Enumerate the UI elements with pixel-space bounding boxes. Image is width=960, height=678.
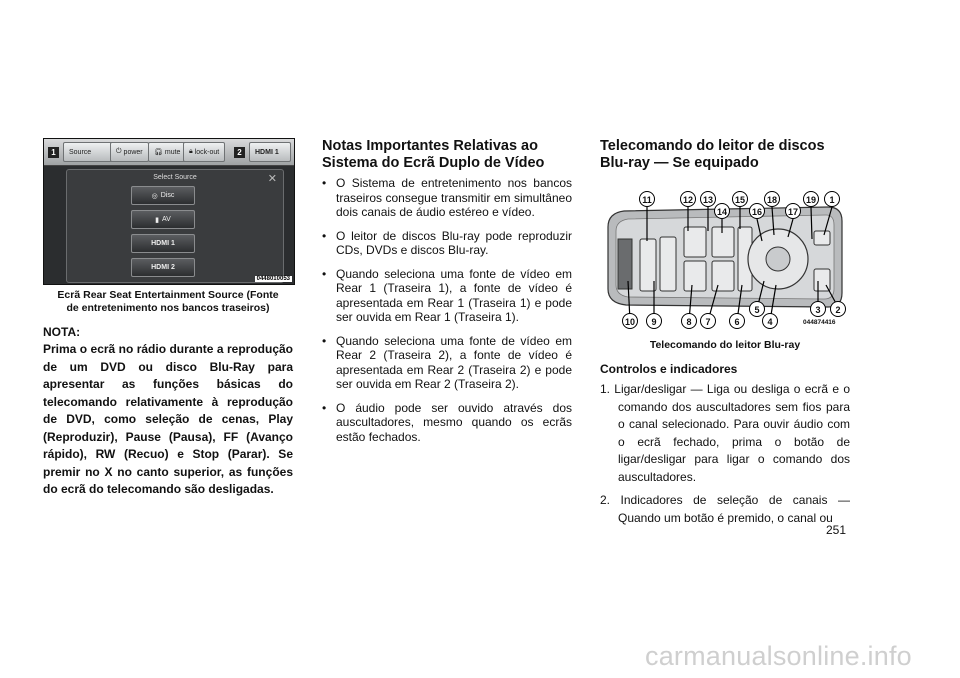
callout-2: 2	[830, 301, 846, 317]
remote-caption: Telecomando do leitor Blu-ray	[649, 339, 801, 351]
bullet-icon: •	[322, 400, 327, 415]
panel-title: Select Source	[153, 174, 197, 181]
disc-icon: ◎	[151, 192, 158, 200]
bullet-icon: •	[322, 266, 327, 281]
source-screen-image	[43, 138, 295, 285]
callout-17: 17	[785, 203, 801, 219]
close-icon: ✕	[267, 173, 277, 185]
callout-7: 7	[700, 313, 716, 329]
middle-heading: Notas Importantes Relativas ao Sistema do Ecrã Duplo de Vídeo	[322, 138, 545, 171]
headphones-icon: 🎧︎	[154, 149, 163, 156]
callout-3: 3	[810, 301, 826, 317]
list-item: • O áudio pode ser ouvido através dos auscultadores, mesmo quando os ecrãs estão fechados.	[322, 400, 572, 444]
callout-1: 1	[824, 191, 840, 207]
callout-4: 4	[762, 313, 778, 329]
option-disc: ◎ Disc	[131, 186, 195, 205]
option-hdmi-2: HDMI 2	[131, 258, 195, 277]
list-item: • O leitor de discos Blu-ray pode reproduzir CDs, DVDs e discos Blu-ray.	[322, 228, 572, 257]
option-hdmi-1: HDMI 1	[131, 234, 195, 253]
screen-topbar	[44, 139, 294, 166]
notes-list	[322, 176, 572, 453]
callout-8: 8	[681, 313, 697, 329]
lock-icon: 🔒︎	[189, 148, 193, 155]
list-item: • Quando seleciona uma fonte de vídeo em Rear 2 (Traseira 2), a fonte de vídeo é apresentada em Rear 2 (Traseira 2) e pode ser ouvida em Rear 2 (Traseira 2).	[322, 333, 572, 391]
callout-10: 10	[622, 313, 638, 329]
rear-1-badge: 1	[48, 147, 59, 158]
note-text: Prima o ecrã no rádio durante a reprodução de um DVD ou disco Blu-Ray para apresentar as funções básicas do telecomando relativamente à reprodução de DVD, como seleção de cenas, Play (Reproduzir), Pause (Pausa), FF (Avanço rápido), RW (Recuo) e Stop (Parar). Se premir no X no canto superior, as funções do ecrã do telecomando são desligadas.	[43, 342, 293, 496]
controls-list	[600, 381, 850, 533]
rear-2-badge: 2	[234, 147, 245, 158]
callout-14: 14	[714, 203, 730, 219]
av-icon: ▮	[155, 216, 160, 224]
bullet-icon: •	[322, 176, 327, 190]
option-av: ▮ AV	[131, 210, 195, 229]
list-item: 1. Ligar/desligar — Liga ou desliga o ecrã e o comando dos auscultadores sem fios para o canal selecionado. Para ouvir áudio com o ecrã fechado, prima o botão de ligar/desligar para ligar o comando dos auscultadores.	[600, 382, 850, 484]
power-icon: ⏻	[116, 148, 122, 155]
callout-15: 15	[732, 191, 748, 207]
watermark: carmanualsonline.info	[645, 641, 912, 671]
select-source-panel	[66, 169, 284, 283]
hdmi-tab: HDMI 1	[249, 142, 291, 162]
list-item: • Quando seleciona uma fonte de vídeo em Rear 1 (Traseira 1), a fonte de vídeo é apresentada em Rear 1 (Traseira 1) e pode ser ouvida em Rear 1 (Traseira 1).	[322, 266, 572, 324]
note-heading: NOTA:	[43, 325, 81, 339]
list-item: 2. Indicadores de seleção de canais — Quando um botão é premido, o canal ou	[600, 493, 850, 525]
list-item: • O Sistema de entretenimento nos bancos traseiros consegue transmitir em simultâneo dois canais de áudio estéreo e vídeo.	[322, 176, 572, 219]
page-number: 251	[826, 523, 847, 537]
right-heading: Telecomando do leitor de discos Blu-ray — Se equipado	[600, 138, 825, 171]
screen-caption: Ecrã Rear Seat Entertainment Source (Fonte de entretenimento nos bancos traseiros)	[57, 289, 279, 314]
callout-5: 5	[749, 301, 765, 317]
mute-tab: 🎧︎ mute	[148, 142, 186, 162]
controls-heading: Controlos e indicadores	[600, 362, 738, 376]
bullet-icon: •	[322, 333, 327, 348]
callout-13: 13	[700, 191, 716, 207]
callout-9: 9	[646, 313, 662, 329]
callout-12: 12	[680, 191, 696, 207]
callout-18: 18	[764, 191, 780, 207]
callout-19: 19	[803, 191, 819, 207]
remote-code: 044874416	[803, 319, 836, 326]
lockout-tab: 🔒︎ lock-out	[183, 142, 225, 162]
callout-16: 16	[749, 203, 765, 219]
power-tab: ⏻ power	[110, 142, 149, 162]
bullet-icon: •	[322, 228, 327, 243]
callout-11: 11	[639, 191, 655, 207]
image-code: 0448010053	[256, 276, 290, 282]
callout-6: 6	[729, 313, 745, 329]
source-tab: Source	[63, 142, 113, 162]
